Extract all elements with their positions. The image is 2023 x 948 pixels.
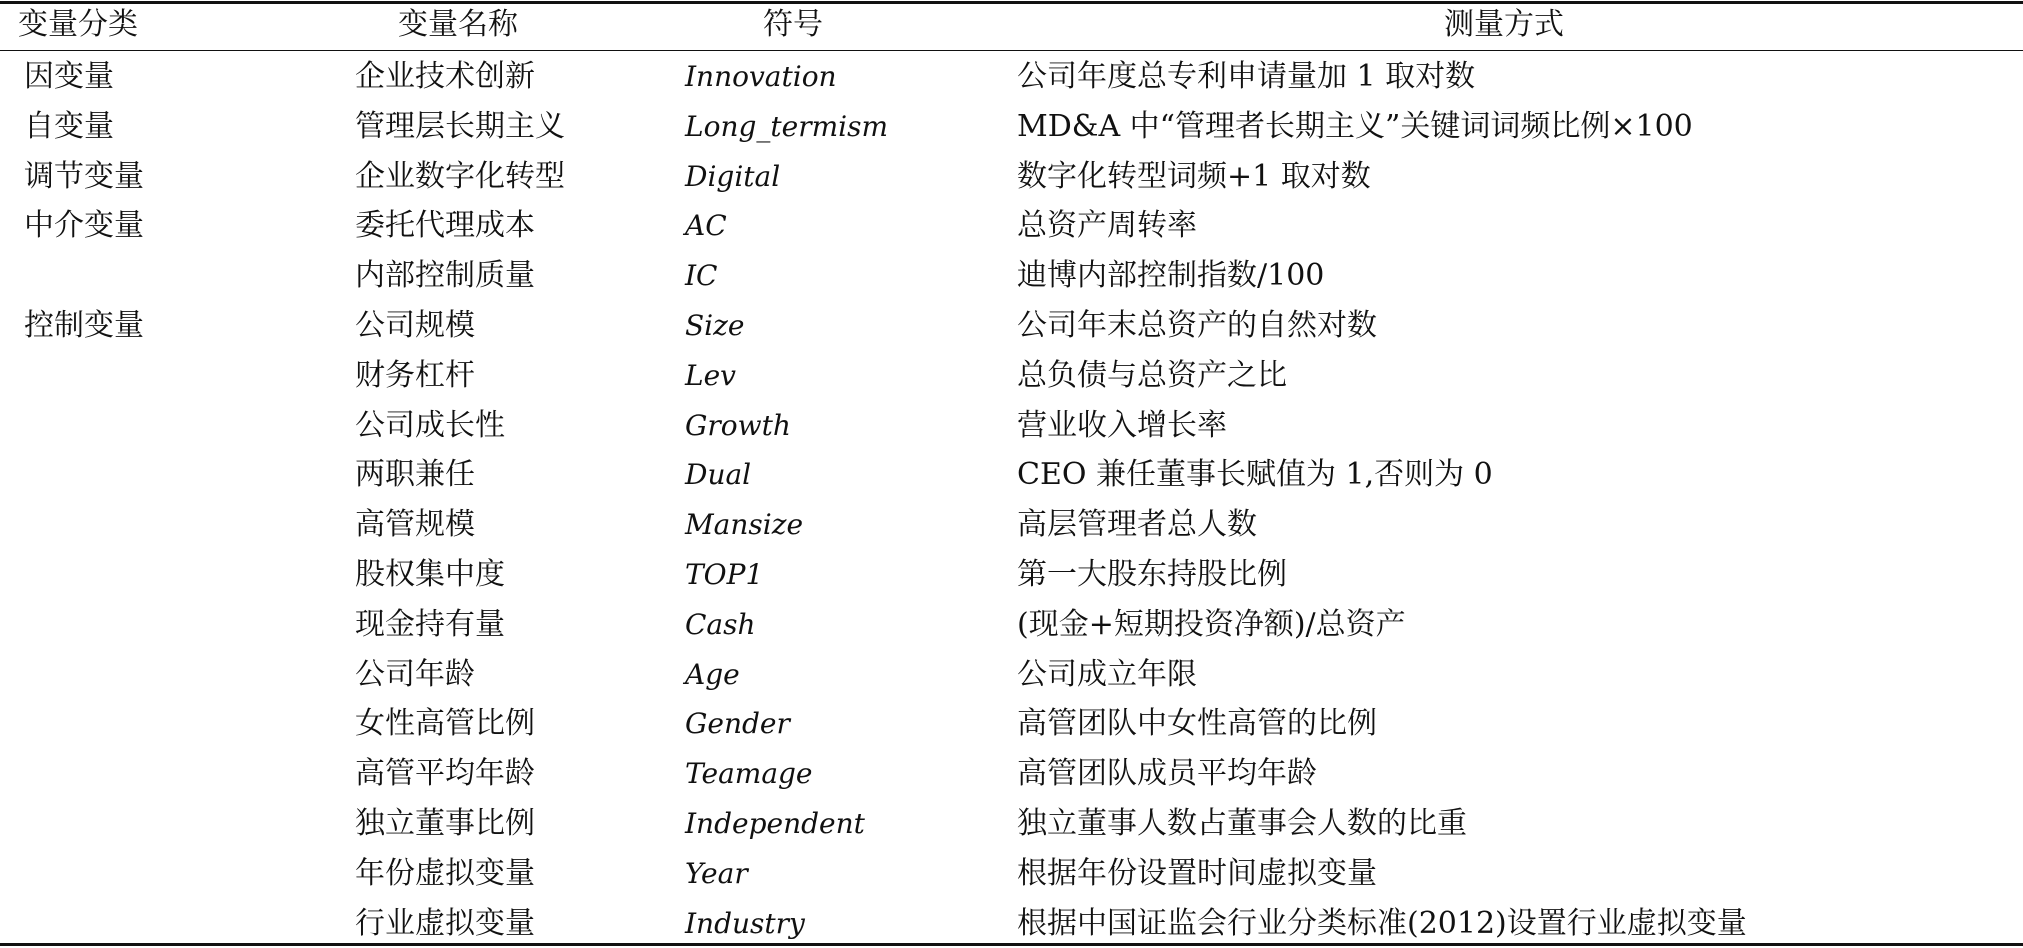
table-row <box>0 201 2023 251</box>
row-measure: 高层管理者总人数 <box>1017 507 1257 543</box>
header-symbol: 符号 <box>763 7 823 42</box>
table-top-rule <box>0 1 2023 4</box>
row-measure: 迪博内部控制指数/100 <box>1017 258 1325 294</box>
table-row <box>0 301 2023 351</box>
row-symbol: Size <box>685 308 745 342</box>
table-row <box>0 650 2023 700</box>
row-symbol: Digital <box>685 159 781 193</box>
row-category: 调节变量 <box>24 158 144 194</box>
row-symbol: Dual <box>685 458 752 492</box>
row-measure: MD&A 中“管理者长期主义”关键词词频比例×100 <box>1017 108 1693 144</box>
row-measure: 总负债与总资产之比 <box>1017 357 1287 393</box>
row-symbol: Growth <box>685 408 791 442</box>
row-measure: 公司成立年限 <box>1017 656 1197 692</box>
row-measure: 数字化转型词频+1 取对数 <box>1017 158 1371 194</box>
row-measure: 高管团队成员平均年龄 <box>1017 756 1317 792</box>
row-name: 行业虚拟变量 <box>355 905 535 941</box>
row-symbol: IC <box>685 259 718 293</box>
row-symbol: Mansize <box>685 508 804 542</box>
table-row <box>0 600 2023 650</box>
row-name: 现金持有量 <box>355 606 505 642</box>
table-row <box>0 849 2023 899</box>
row-measure: 总资产周转率 <box>1017 208 1197 244</box>
table-row <box>0 251 2023 301</box>
row-symbol: Gender <box>685 707 790 741</box>
row-name: 年份虚拟变量 <box>355 855 535 891</box>
table-row <box>0 699 2023 749</box>
row-measure: 根据中国证监会行业分类标准(2012)设置行业虚拟变量 <box>1017 905 1747 941</box>
table-row <box>0 799 2023 849</box>
row-symbol: Year <box>685 856 748 890</box>
row-name: 管理层长期主义 <box>355 108 565 144</box>
row-category: 因变量 <box>24 59 114 94</box>
row-measure: 根据年份设置时间虚拟变量 <box>1017 855 1377 891</box>
row-measure: 高管团队中女性高管的比例 <box>1017 706 1377 742</box>
row-measure: 公司年度总专利申请量加 1 取对数 <box>1017 59 1476 94</box>
row-name: 企业技术创新 <box>355 59 535 94</box>
row-measure: 公司年末总资产的自然对数 <box>1017 307 1377 343</box>
row-symbol: Age <box>685 657 740 691</box>
table-row <box>0 52 2023 102</box>
row-name: 内部控制质量 <box>355 258 535 294</box>
table-header-rule <box>0 50 2023 51</box>
row-name: 女性高管比例 <box>355 706 535 742</box>
table-bottom-rule <box>0 943 2023 946</box>
table-row <box>0 749 2023 799</box>
row-name: 企业数字化转型 <box>355 158 565 194</box>
row-symbol: Teamage <box>685 757 813 791</box>
row-symbol: Independent <box>685 806 865 840</box>
row-symbol: AC <box>685 209 727 243</box>
header-category: 变量分类 <box>18 7 138 42</box>
table-row <box>0 351 2023 401</box>
row-category: 中介变量 <box>24 208 144 244</box>
table-row <box>0 450 2023 500</box>
row-symbol: Innovation <box>685 60 837 93</box>
row-name: 独立董事比例 <box>355 805 535 841</box>
row-measure: CEO 兼任董事长赋值为 1,否则为 0 <box>1017 457 1493 493</box>
table-row <box>0 899 2023 948</box>
row-name: 高管平均年龄 <box>355 756 535 792</box>
row-name: 股权集中度 <box>355 556 505 592</box>
table-body <box>0 52 2023 948</box>
header-name: 变量名称 <box>398 7 518 42</box>
row-name: 委托代理成本 <box>355 208 535 244</box>
table-row <box>0 550 2023 600</box>
row-name: 公司成长性 <box>355 407 505 443</box>
row-measure: 第一大股东持股比例 <box>1017 556 1287 592</box>
row-name: 高管规模 <box>355 507 475 543</box>
table-row <box>0 500 2023 550</box>
row-symbol: Lev <box>685 358 736 392</box>
row-measure: 独立董事人数占董事会人数的比重 <box>1017 805 1467 841</box>
table-row <box>0 152 2023 202</box>
row-name: 两职兼任 <box>355 457 475 493</box>
row-symbol: Long_termism <box>685 109 889 143</box>
row-name: 财务杠杆 <box>355 357 475 393</box>
row-category: 自变量 <box>24 108 114 144</box>
row-measure: (现金+短期投资净额)/总资产 <box>1017 606 1406 642</box>
row-name: 公司规模 <box>355 307 475 343</box>
row-symbol: Industry <box>685 906 805 940</box>
row-symbol: TOP1 <box>685 557 764 591</box>
row-name: 公司年龄 <box>355 656 475 692</box>
header-measure: 测量方式 <box>1444 7 1564 42</box>
row-measure: 营业收入增长率 <box>1017 407 1227 443</box>
table-row <box>0 401 2023 451</box>
row-symbol: Cash <box>685 607 756 641</box>
row-category: 控制变量 <box>24 307 144 343</box>
table-row <box>0 102 2023 152</box>
